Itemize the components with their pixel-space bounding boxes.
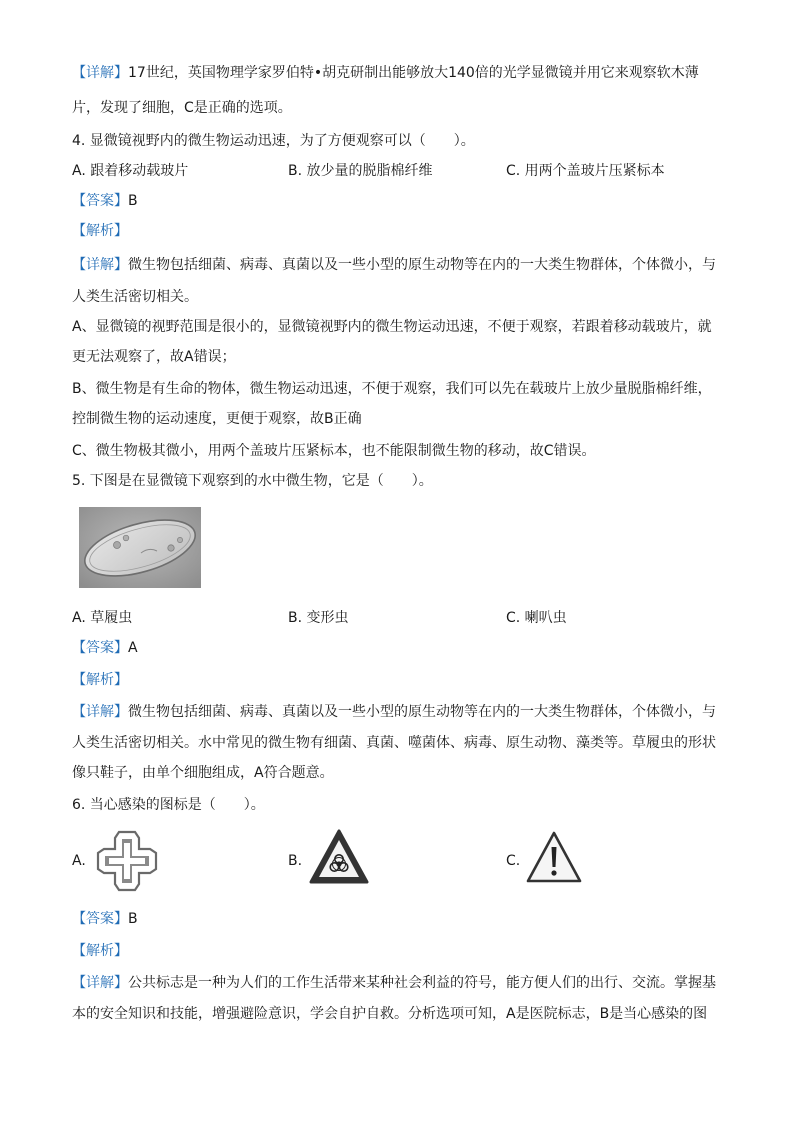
q4-option-c: C. 用两个盖玻片压紧标本 [506,163,665,179]
q6-option-b-letter: B. [288,853,303,869]
q4-option-a: A. 跟着移动载玻片 [72,163,189,179]
q4-analysis-tag: 【解析】 [72,223,128,239]
q4-option-c-analysis: C、微生物极其微小，用两个盖玻片压紧标本，也不能限制微生物的移动，故C错误。 [72,443,596,459]
q5-option-c: C. 喇叭虫 [506,610,567,626]
detail-tag: 【详解】 [72,65,128,81]
q4-option-a-analysis-1: A、显微镜的视野范围是很小的，显微镜视野内的微生物运动迅速，不便于观察，若跟着移动载玻片，就 [72,319,712,335]
q5-stem: 5. 下图是在显微镜下观察到的水中微生物，它是（ ）。 [72,473,433,489]
hospital-cross-icon [95,829,159,893]
q6-analysis-tag: 【解析】 [72,943,128,959]
q5-detail-line-2: 人类生活密切相关。水中常见的微生物有细菌、真菌、噬菌体、病毒、原生动物、藻类等。草履虫的形状 [72,735,716,751]
q5-option-b: B. 变形虫 [288,610,349,626]
q5-option-a: A. 草履虫 [72,610,133,626]
general-warning-icon [525,830,583,886]
biohazard-warning-icon [308,828,370,886]
q6-detail-line-2: 本的安全知识和技能，增强避险意识，学会自护自救。分析选项可知，A是医院标志，B是当心感染的图 [72,1006,708,1022]
q4-stem: 4. 显微镜视野内的微生物运动迅速，为了方便观察可以（ ）。 [72,133,475,149]
q6-option-a-letter: A. [72,853,86,869]
q6-stem: 6. 当心感染的图标是（ ）。 [72,797,265,813]
q4-option-b-analysis-2: 控制微生物的运动速度，更便于观察，故B正确 [72,411,362,427]
q5-detail-line-1: 【详解】微生物包括细菌、病毒、真菌以及一些小型的原生动物等在内的一大类生物群体，个体微小，与 [72,704,716,720]
q6-answer: 【答案】B [72,911,138,927]
q6-detail-line-1: 【详解】公共标志是一种为人们的工作生活带来某种社会利益的符号，能方便人们的出行、交流。掌握基 [72,975,716,991]
q4-detail-line-1: 【详解】微生物包括细菌、病毒、真菌以及一些小型的原生动物等在内的一大类生物群体，个体微小，与 [72,257,716,273]
q5-detail-line-3: 像只鞋子，由单个细胞组成，A符合题意。 [72,765,334,781]
q3-detail-line-2: 片，发现了细胞，C是正确的选项。 [72,100,292,116]
q5-answer: 【答案】A [72,640,138,656]
q4-option-b: B. 放少量的脱脂棉纤维 [288,163,433,179]
q4-answer: 【答案】B [72,193,138,209]
q4-detail-line-2: 人类生活密切相关。 [72,289,198,305]
q6-option-c-letter: C. [506,853,521,869]
q3-detail-line-1: 【详解】17世纪，英国物理学家罗伯特•胡克研制出能够放大140倍的光学显微镜并用它来观察软木薄 [72,65,699,81]
q4-option-a-analysis-2: 更无法观察了，故A错误； [72,349,236,365]
paramecium-micrograph [79,507,201,588]
q4-option-b-analysis-1: B、微生物是有生命的物体，微生物运动迅速，不便于观察，我们可以先在载玻片上放少量脱脂棉纤维， [72,381,712,397]
q5-analysis-tag: 【解析】 [72,672,128,688]
